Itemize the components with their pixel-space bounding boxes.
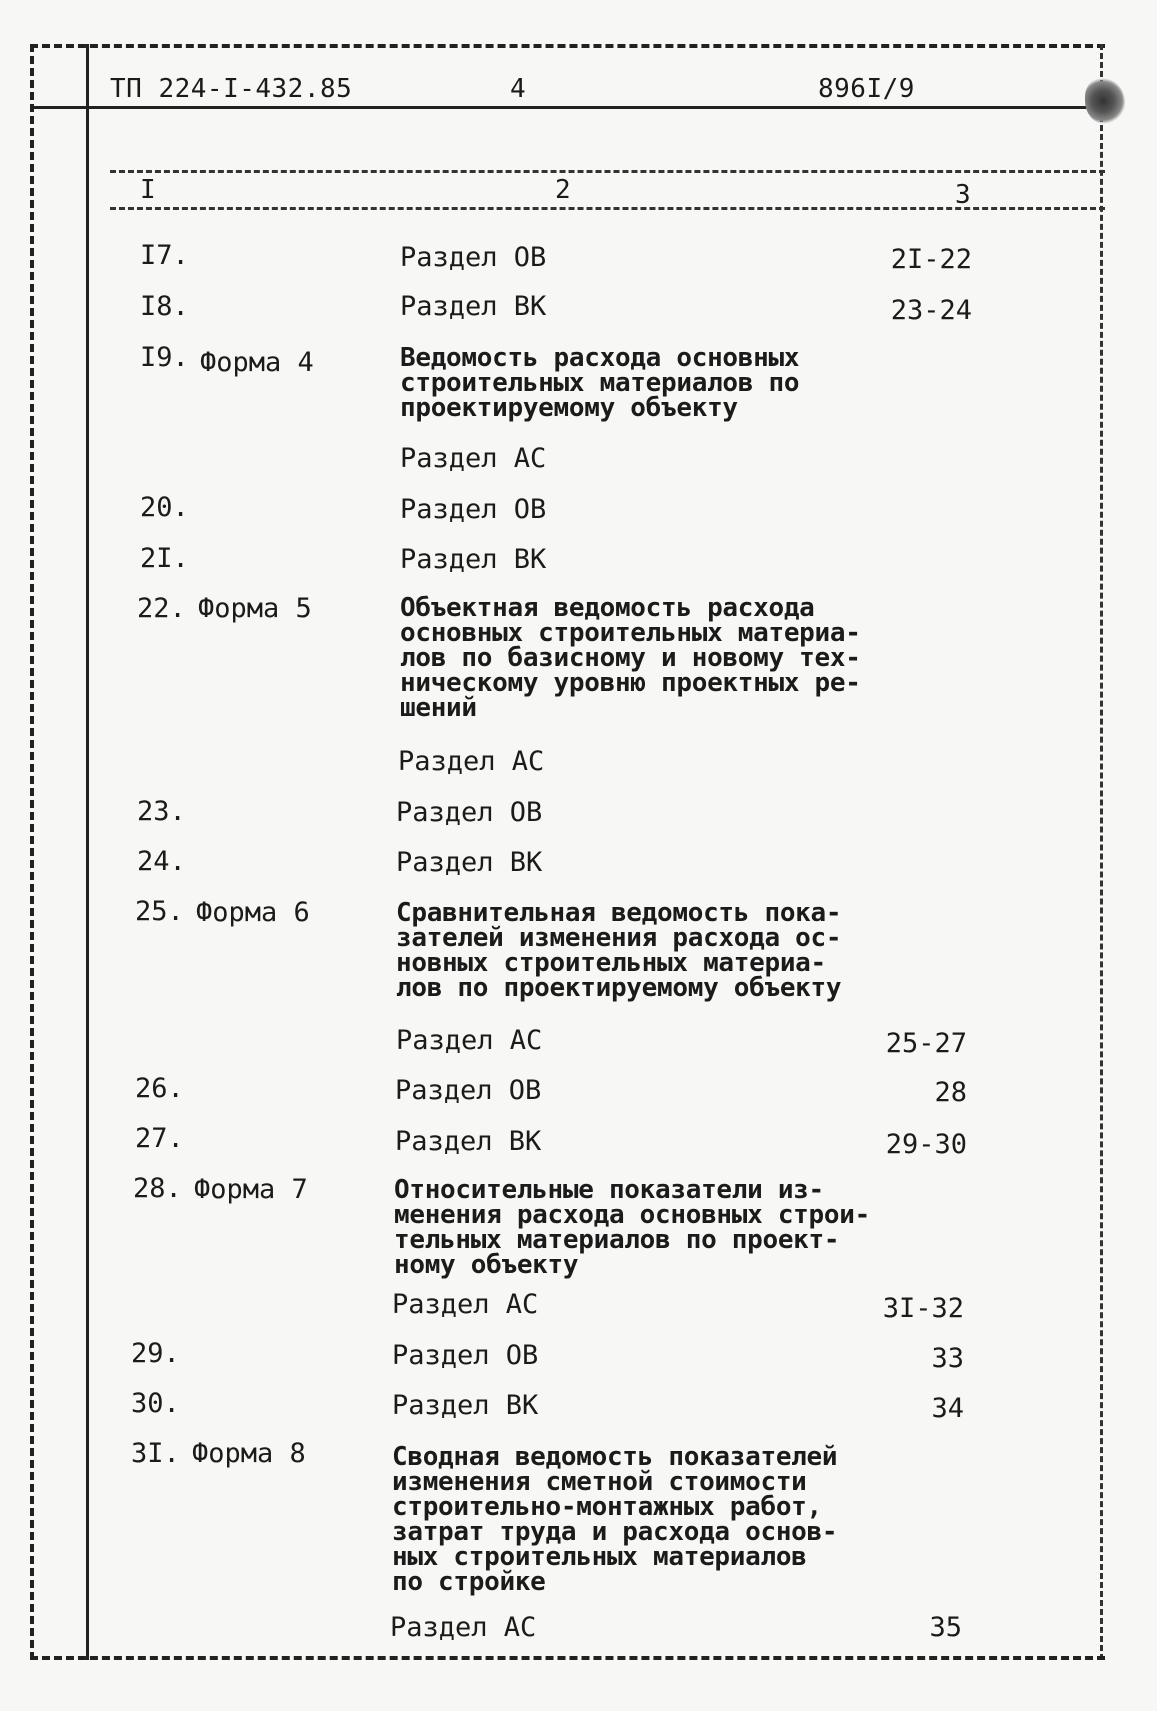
- column-header-2: 2: [555, 175, 571, 205]
- section-label: Раздел ВК: [392, 1390, 539, 1421]
- section-label: Раздел ВК: [400, 544, 547, 575]
- row-number: 24.: [137, 846, 186, 877]
- column-header-1: I: [140, 175, 156, 205]
- page-range: 33: [931, 1343, 964, 1374]
- row-number: I9.: [140, 342, 189, 373]
- page-range: 3I-32: [882, 1293, 964, 1324]
- section-label: Раздел ОВ: [400, 494, 547, 525]
- form-label: Форма 6: [196, 897, 310, 928]
- ink-blot-mark: [1085, 78, 1125, 124]
- form-label: Форма 5: [198, 593, 312, 624]
- section-label: Раздел ВК: [395, 1126, 542, 1157]
- item-description: Относительные показатели из- менения расхода основных строи- тельных материалов по проект- ному объекту: [394, 1175, 870, 1280]
- page-range: 34: [931, 1393, 964, 1424]
- item-description: Объектная ведомость расхода основных строительных материа- лов по базисному и новому тех- ническому уровню проектных ре- шений: [400, 593, 861, 723]
- frame-top-border: [30, 44, 1105, 48]
- row-number: 26.: [135, 1073, 184, 1104]
- row-number: 23.: [137, 796, 186, 827]
- section-label: Раздел ОВ: [400, 242, 547, 273]
- page-number: 4: [510, 74, 527, 104]
- header-divider: [30, 106, 1108, 109]
- page-range: 29-30: [885, 1129, 967, 1160]
- page-range: 25-27: [885, 1028, 967, 1059]
- section-label: Раздел ОВ: [392, 1340, 539, 1371]
- row-number: 22.: [137, 593, 186, 624]
- section-label: Раздел АС: [392, 1289, 539, 1320]
- form-label: Форма 7: [194, 1174, 308, 1205]
- frame-right-border: [1100, 44, 1103, 1660]
- page-range: 2I-22: [890, 244, 972, 275]
- section-label: Раздел ОВ: [395, 1075, 542, 1106]
- page-range: 23-24: [890, 295, 972, 326]
- form-label: Форма 8: [192, 1438, 306, 1469]
- column-header-top-rule: [110, 170, 1105, 173]
- section-label: Раздел АС: [398, 746, 545, 777]
- page-range: 35: [929, 1612, 962, 1643]
- frame-binding-margin-line: [86, 44, 89, 1660]
- frame-left-border: [30, 44, 34, 1660]
- section-label: Раздел АС: [396, 1025, 543, 1056]
- row-number: 30.: [131, 1388, 180, 1419]
- row-number: I8.: [140, 291, 189, 322]
- section-label: Раздел ОВ: [396, 797, 543, 828]
- section-label: Раздел АС: [400, 443, 547, 474]
- row-number: 28.: [133, 1173, 182, 1204]
- row-number: 3I.: [131, 1438, 180, 1469]
- row-number: I7.: [140, 240, 189, 271]
- row-number: 25.: [135, 896, 184, 927]
- section-label: Раздел ВК: [400, 291, 547, 322]
- column-header-3: 3: [955, 180, 971, 210]
- item-description: Сравнительная ведомость пока- зателей изменения расхода ос- новных строительных материа- лов по проектируемому объекту: [396, 898, 842, 1003]
- form-label: Форма 4: [200, 347, 314, 378]
- page-range: 28: [934, 1077, 967, 1108]
- row-number: 20.: [140, 492, 189, 523]
- item-description: Сводная ведомость показателей изменения сметной стоимости строительно-монтажных работ, затрат труда и расхода основ- ных строительных материалов по стройке: [392, 1442, 838, 1597]
- item-description: Ведомость расхода основных строительных материалов по проектируемому объекту: [400, 343, 800, 423]
- section-label: Раздел ВК: [396, 847, 543, 878]
- row-number: 2I.: [140, 543, 189, 574]
- frame-bottom-border: [30, 1656, 1105, 1660]
- section-label: Раздел АС: [390, 1612, 537, 1643]
- row-number: 27.: [135, 1123, 184, 1154]
- document-number: 896I/9: [818, 74, 915, 104]
- document-code: ТП 224-I-432.85: [110, 74, 353, 104]
- row-number: 29.: [131, 1338, 180, 1369]
